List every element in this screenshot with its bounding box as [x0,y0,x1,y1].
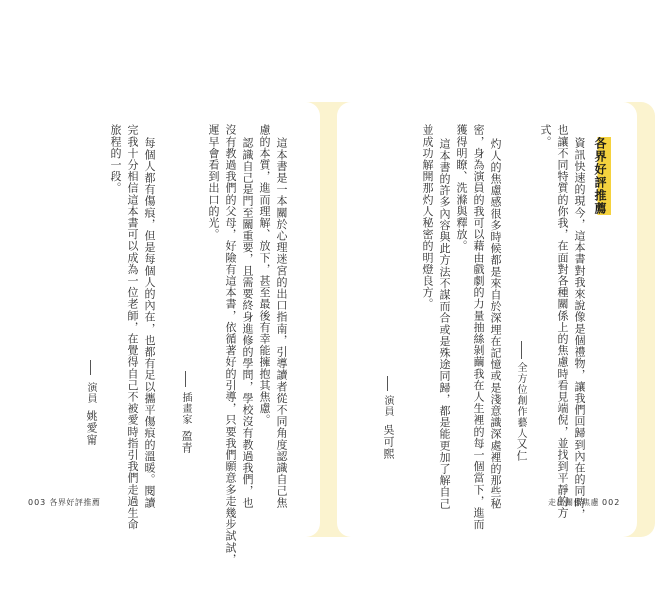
testimonial-1-name: 又仁 [515,438,528,462]
testimonial-3-role: 插畫家 [180,392,191,425]
testimonial-4-line-1: 每個人都有傷痕，但是每個人的內在，也都有足以攜平傷痕的溫暖。閱讀 [143,137,156,509]
testimonial-2-line-3: 獲得明瞭、洗滌與釋放。 [455,124,468,252]
testimonial-3-line-3: 認識自己是門至關重要，且需要終身進修的學問，學校沒有教過我們，也 [241,137,254,509]
left-footer [28,497,100,508]
signature-dash [387,376,388,391]
testimonial-1-line-1: 資訊快速的現今，這本書對我來說像是個禮物，讓我們回歸到內在的同時， [573,137,586,520]
testimonial-4-name: 姚愛甯 [85,410,98,446]
testimonial-1-role: 全方位創作藝人 [515,362,526,439]
testimonial-3-line-2: 慮的本質，進而理解、放下，甚至最後有幸能擁抱其焦慮。 [258,124,271,426]
signature-dash [90,360,91,375]
testimonial-2-line-4: 這本書的許多內容與此方法不謀而合或是殊途同歸，都是能更加了解自己 [438,138,451,510]
testimonial-2-line-1: 灼人的焦慮感很多時候都是來自於深埋在記憶或是淺意識深處裡的那些秘 [489,138,502,510]
testimonial-3-name: 盈青 [180,430,193,454]
signature-dash [185,371,186,387]
testimonial-1-line-3: 式。 [539,124,552,148]
testimonial-3-line-1: 這本書是一本關於心理迷宮的出口指南，引導讀者從不同角度認識自己焦 [275,137,288,509]
left-page-number: 003 [28,498,47,507]
right-page-number: 002 [602,498,621,507]
testimonial-3-line-5: 遲早會看到出口的光。 [207,124,220,240]
testimonial-2-line-2: 密，身為演員的我可以藉由戲劇的力量抽絲剝繭我在人生裡的每一個當下，進而 [472,124,485,530]
testimonial-1-line-2: 也讓不同特質的你我，在面對各種關係上的焦慮時看見端倪，並找到平靜的方 [556,124,569,519]
testimonial-2-name: 吳可熙 [382,424,395,460]
right-running-head: 走出關係焦慮 [548,498,599,507]
testimonial-3-line-4: 沒有教過我們的父母，好險有這本書，依循著好的引導，只要我們願意多走幾步試試， [224,124,237,565]
signature-dash [521,341,522,359]
testimonial-2-line-5: 並成功解開那灼人秘密的明燈良方。 [421,124,434,310]
testimonial-4-role: 演員 [85,382,96,404]
section-title: 各界好評推薦 [590,137,611,215]
testimonial-4-line-2: 完我十分相信這本書可以成為一位老師，在覺得自己不被愛時指引我們走過生命 [126,124,139,530]
left-running-head: 各界好評推薦 [49,498,101,507]
right-footer [548,497,620,508]
testimonial-2-role: 演員 [382,395,393,417]
testimonial-4-line-3: 旅程的一段。 [109,124,122,194]
